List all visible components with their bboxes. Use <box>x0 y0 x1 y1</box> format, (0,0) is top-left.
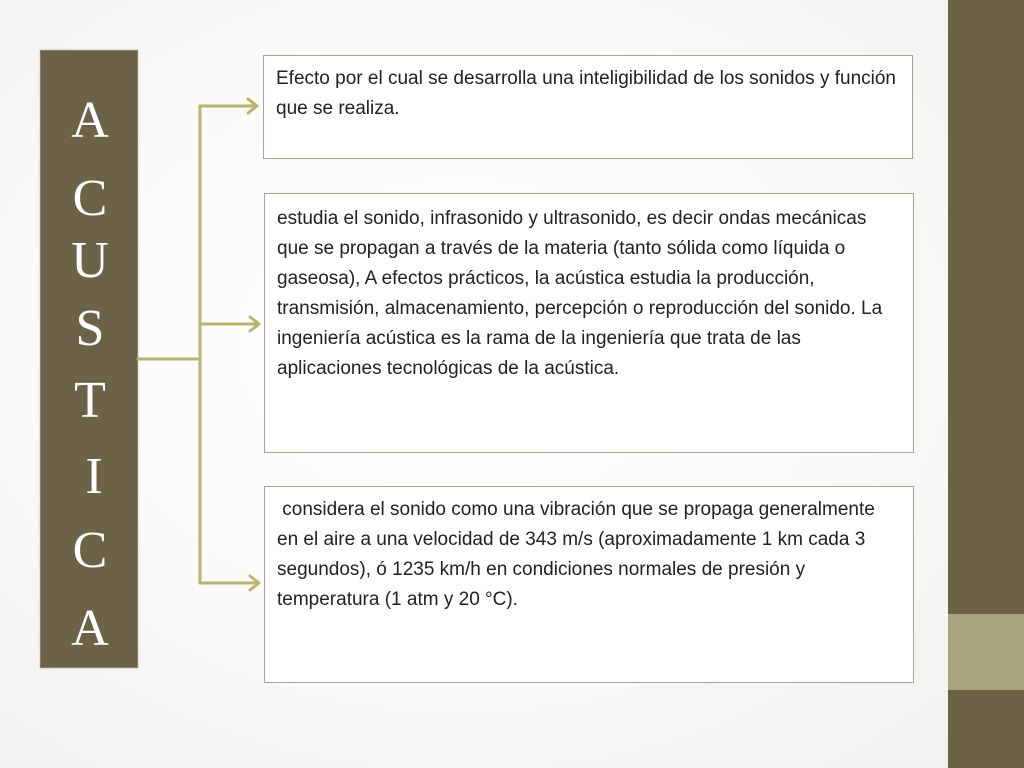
title-letter-t: T <box>74 372 106 429</box>
title-letter-i: I <box>85 448 103 505</box>
title-letter-s: S <box>75 300 105 357</box>
title-letter-a1: A <box>71 92 109 149</box>
definition-box <box>263 55 913 159</box>
title-letter-c2: C <box>72 522 108 579</box>
sound-vibration-box <box>264 486 914 683</box>
study-scope-text: estudia el sonido, infrasonido y ultrasonido, es decir ondas mecánicas que se propagan a través de la materia (tanto sólida como líquida o gaseosa), A efectos prácticos, la acústica estudia la producción, transmisión, almacenamiento, percepción o reproducción del sonido. La ingeniería acústica es la rama de la ingeniería que trata de las aplicaciones tecnológicas de la acústica. <box>277 208 883 379</box>
study-scope-box <box>264 193 914 453</box>
definition-text: Efecto por el cual se desarrolla una inteligibilidad de los sonidos y función que se realiza. <box>276 68 896 119</box>
title-letter-a2: A <box>71 600 109 657</box>
sound-vibration-text: considera el sonido como una vibración que se propaga generalmente en el aire a una velocidad de 343 m/s (aproximadamente 1 km cada 3 segundos), ó 1235 km/h en condiciones normales de presión y temperatura (1 atm y 20 °C). <box>277 499 881 610</box>
title-letter-c1: C <box>72 170 108 227</box>
title-letter-u: U <box>71 232 109 289</box>
